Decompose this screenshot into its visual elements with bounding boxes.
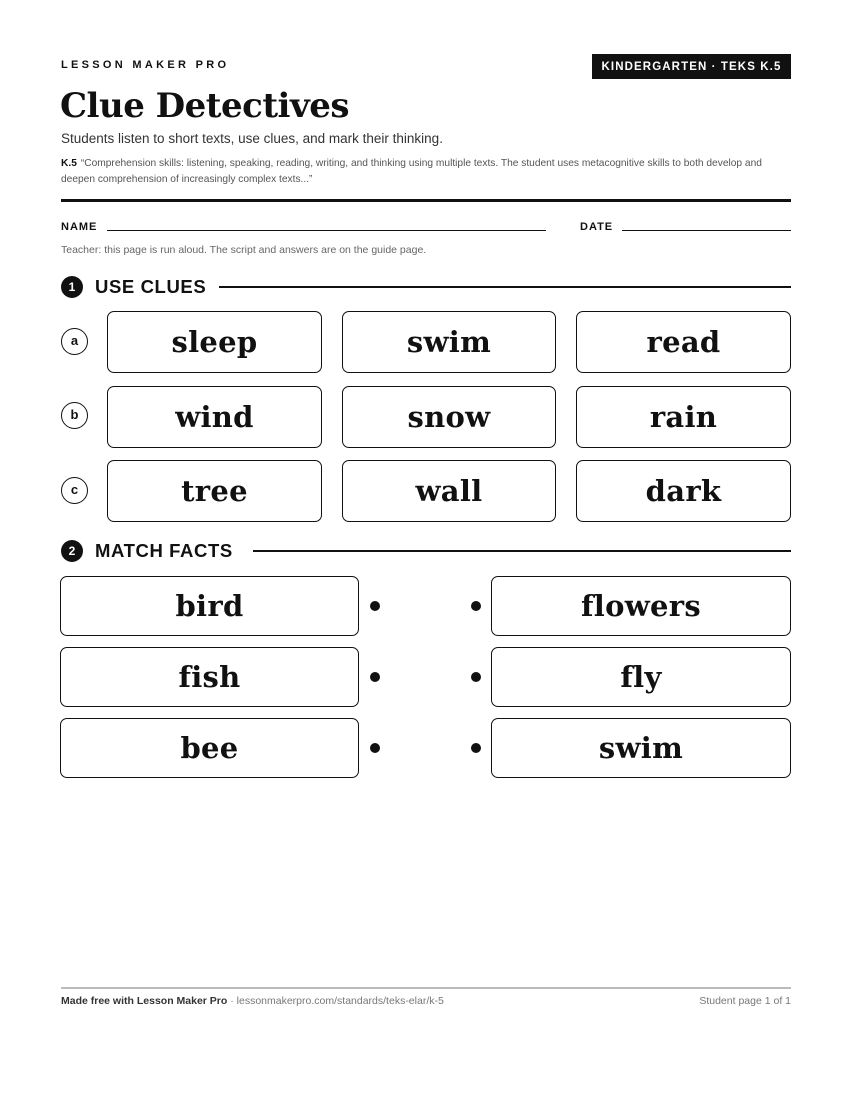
standard-code: K.5	[61, 158, 77, 169]
match-right-2[interactable]: fly	[491, 647, 791, 707]
word-card-c1[interactable]: tree	[107, 460, 322, 522]
section-1-heading	[61, 276, 206, 298]
word-card-a1[interactable]: sleep	[107, 311, 322, 373]
section-1-rule	[219, 286, 791, 288]
word-card-a2[interactable]: swim	[342, 311, 556, 373]
word-card-b3[interactable]: rain	[576, 386, 791, 448]
match-dot-right-3[interactable]	[471, 743, 481, 753]
name-field[interactable]	[107, 230, 546, 231]
row-a-marker: a	[61, 328, 88, 355]
row-c-marker: c	[61, 477, 88, 504]
name-label: NAME	[61, 221, 98, 233]
section-2-title: MATCH FACTS	[95, 540, 233, 561]
word-card-b1[interactable]: wind	[107, 386, 322, 448]
match-dot-left-1[interactable]	[370, 601, 380, 611]
match-dot-left-2[interactable]	[370, 672, 380, 682]
match-right-3[interactable]: swim	[491, 718, 791, 778]
section-2-number: 2	[61, 540, 83, 562]
header-divider	[61, 199, 791, 202]
footer-divider	[61, 987, 791, 989]
footer-page-label: Student page 1 of 1	[699, 995, 791, 1007]
section-1-title: USE CLUES	[95, 276, 207, 297]
footer-credit	[61, 995, 444, 1007]
match-dot-left-3[interactable]	[370, 743, 380, 753]
match-dot-right-1[interactable]	[471, 601, 481, 611]
match-left-3[interactable]: bee	[60, 718, 359, 778]
date-field[interactable]	[622, 230, 791, 231]
standard-description	[61, 156, 791, 188]
footer-made-with: Made free with Lesson Maker Pro	[61, 995, 228, 1007]
footer-url[interactable]: lessonmakerpro.com/standards/teks-elar/k-5	[236, 995, 444, 1007]
standard-text: “Comprehension skills: listening, speaking, reading, writing, and thinking using multiple texts. The student uses metacognitive skills to both develop and deepen comprehension of increasingly complex texts...”	[61, 158, 762, 185]
page-title: Clue Detectives	[60, 86, 349, 126]
word-card-c2[interactable]: wall	[342, 460, 556, 522]
word-card-a3[interactable]: read	[576, 311, 791, 373]
row-b-marker: b	[61, 402, 88, 429]
section-1-number: 1	[61, 276, 83, 298]
match-left-2[interactable]: fish	[60, 647, 359, 707]
match-dot-right-2[interactable]	[471, 672, 481, 682]
word-card-c3[interactable]: dark	[576, 460, 791, 522]
page-subtitle: Students listen to short texts, use clues, and mark their thinking.	[61, 131, 443, 146]
match-right-1[interactable]: flowers	[491, 576, 791, 636]
brand-name: LESSON MAKER PRO	[61, 59, 230, 71]
teacher-note: Teacher: this page is run aloud. The script and answers are on the guide page.	[61, 244, 427, 256]
word-card-b2[interactable]: snow	[342, 386, 556, 448]
date-label: DATE	[580, 221, 614, 233]
section-2-rule	[253, 550, 791, 552]
grade-badge: KINDERGARTEN · TEKS K.5	[592, 54, 791, 79]
footer-separator: ·	[227, 995, 237, 1007]
section-2-heading	[61, 540, 233, 562]
match-left-1[interactable]: bird	[60, 576, 359, 636]
